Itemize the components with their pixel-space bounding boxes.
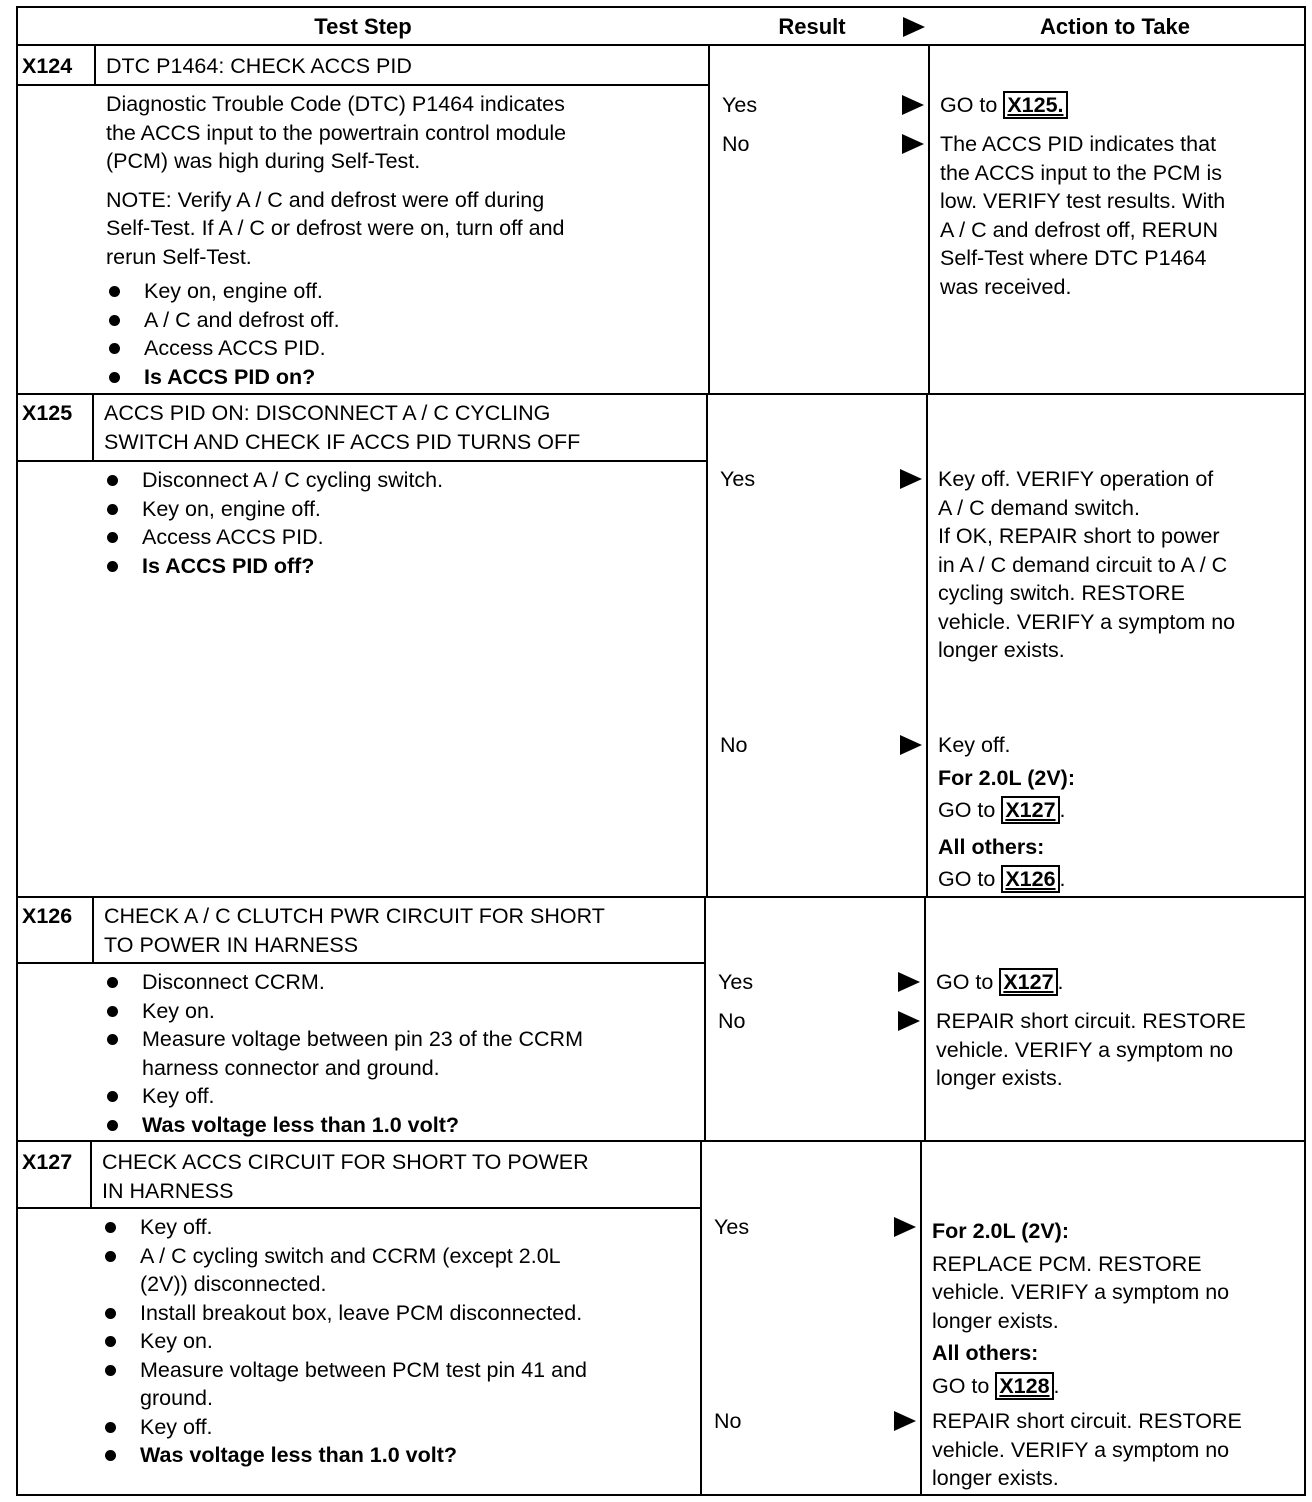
- result-arrow-icon: [898, 1011, 920, 1031]
- action-text: in A / C demand circuit to A / C: [938, 552, 1228, 577]
- step-title-underline: [16, 84, 708, 86]
- result-arrow-icon: [900, 469, 922, 489]
- result-arrow-icon: [894, 1411, 916, 1431]
- action-condition: For 2.0L (2V):: [932, 1219, 1069, 1243]
- goto-instruction: [932, 1372, 1060, 1401]
- step-instruction: A / C cycling switch and CCRM (except 2.0L: [140, 1243, 561, 1268]
- bullet-icon: [105, 1222, 116, 1233]
- header-arrow-icon: [903, 17, 925, 37]
- action-text: REPAIR short circuit. RESTORE: [932, 1409, 1242, 1433]
- result-column-border: [704, 896, 706, 1140]
- step-instruction: Key off.: [142, 1084, 215, 1108]
- goto-instruction: [936, 968, 1064, 997]
- action-column-border: [928, 46, 930, 393]
- step-instruction: (2V)) disconnected.: [140, 1272, 327, 1296]
- action-text: cycling switch. RESTORE: [938, 581, 1185, 605]
- action-text: vehicle. VERIFY a symptom no: [936, 1037, 1234, 1062]
- action-text: longer exists.: [932, 1308, 1059, 1333]
- goto-label: GO to: [940, 93, 1004, 117]
- header-divider: [16, 44, 1306, 46]
- result-no: No: [720, 733, 748, 757]
- action-text: REPLACE PCM. RESTORE: [932, 1251, 1202, 1276]
- result-column-border: [700, 1140, 702, 1496]
- result-arrow-icon: [898, 972, 920, 992]
- result-no: No: [722, 132, 750, 156]
- action-text: longer exists.: [938, 638, 1065, 662]
- goto-label: GO to: [936, 970, 1000, 994]
- step-instruction: Key on, engine off.: [142, 496, 321, 521]
- step-id-border: [92, 896, 94, 962]
- bullet-icon: [107, 1006, 118, 1017]
- bullet-icon: [107, 532, 118, 543]
- result-arrow-icon: [894, 1217, 916, 1237]
- action-text: Key off.: [938, 733, 1011, 757]
- result-yes: Yes: [722, 93, 758, 117]
- step-instruction: Measure voltage between pin 23 of the CCRM: [142, 1027, 583, 1051]
- step-instruction: Disconnect CCRM.: [142, 970, 325, 994]
- step-question: Is ACCS PID on?: [144, 364, 316, 389]
- step-title: SWITCH AND CHECK IF ACCS PID TURNS OFF: [104, 429, 581, 454]
- step-note: NOTE: Verify A / C and defrost were off during: [106, 187, 545, 212]
- header-test-step: Test Step: [314, 14, 412, 39]
- step-id: X127: [22, 1150, 73, 1174]
- row-divider: [16, 1140, 1306, 1142]
- action-text: A / C demand switch.: [938, 495, 1140, 520]
- goto-label: GO to: [932, 1373, 996, 1398]
- goto-instruction: [938, 796, 1066, 825]
- step-title-underline: [16, 1207, 700, 1209]
- step-description: Diagnostic Trouble Code (DTC) P1464 indicates: [106, 92, 565, 116]
- step-question: Was voltage less than 1.0 volt?: [140, 1443, 458, 1467]
- action-text: vehicle. VERIFY a symptom no: [938, 609, 1236, 634]
- step-instruction: Disconnect A / C cycling switch.: [142, 468, 444, 492]
- goto-step-link[interactable]: X127: [999, 968, 1057, 996]
- step-instruction: Install breakout box, leave PCM disconnected.: [140, 1300, 583, 1325]
- result-column-border: [706, 393, 708, 896]
- table-right-border: [1304, 6, 1306, 1496]
- action-text: Self-Test where DTC P1464: [940, 246, 1207, 270]
- step-description: (PCM) was high during Self-Test.: [106, 149, 421, 173]
- bullet-icon: [109, 372, 120, 383]
- step-instruction: Key off.: [140, 1414, 213, 1439]
- action-text: vehicle. VERIFY a symptom no: [932, 1280, 1230, 1304]
- goto-suffix: .: [1057, 970, 1064, 994]
- goto-instruction: [940, 91, 1068, 120]
- step-instruction: Access ACCS PID.: [142, 525, 324, 549]
- step-question: Was voltage less than 1.0 volt?: [142, 1112, 460, 1137]
- action-text: REPAIR short circuit. RESTORE: [936, 1009, 1246, 1033]
- bullet-icon: [107, 977, 118, 988]
- step-instruction: Access ACCS PID.: [144, 336, 326, 360]
- action-text: If OK, REPAIR short to power: [938, 524, 1220, 548]
- step-title: IN HARNESS: [102, 1178, 234, 1203]
- result-yes: Yes: [714, 1215, 750, 1239]
- bullet-icon: [105, 1422, 116, 1433]
- action-text: A / C and defrost off, RERUN: [940, 217, 1219, 242]
- goto-step-link[interactable]: X127: [1001, 796, 1059, 824]
- step-id-border: [94, 46, 96, 84]
- action-column-border: [926, 393, 928, 896]
- action-condition: All others:: [938, 834, 1045, 859]
- bullet-icon: [105, 1450, 116, 1461]
- step-instruction: A / C and defrost off.: [144, 307, 340, 332]
- bullet-icon: [107, 475, 118, 486]
- result-arrow-icon: [902, 95, 924, 115]
- step-id: X125: [22, 401, 73, 425]
- step-title: ACCS PID ON: DISCONNECT A / C CYCLING: [104, 401, 551, 425]
- goto-label: GO to: [938, 867, 1002, 891]
- goto-step-link[interactable]: X125.: [1003, 91, 1067, 119]
- step-title-underline: [16, 460, 706, 462]
- bullet-icon: [107, 1091, 118, 1102]
- action-condition: All others:: [932, 1341, 1039, 1365]
- table-top-border: [16, 6, 1306, 8]
- bullet-icon: [109, 286, 120, 297]
- bullet-icon: [109, 315, 120, 326]
- bullet-icon: [109, 343, 120, 354]
- goto-suffix: .: [1059, 798, 1066, 822]
- goto-step-link[interactable]: X126: [1001, 865, 1059, 893]
- step-title-underline: [16, 962, 704, 964]
- action-text: longer exists.: [932, 1466, 1059, 1490]
- action-text: was received.: [940, 274, 1072, 299]
- action-text: The ACCS PID indicates that: [940, 132, 1217, 156]
- action-condition: For 2.0L (2V):: [938, 765, 1075, 790]
- bullet-icon: [105, 1365, 116, 1376]
- result-arrow-icon: [900, 735, 922, 755]
- action-text: the ACCS input to the PCM is: [940, 160, 1223, 185]
- bullet-icon: [107, 1034, 118, 1045]
- row-divider: [16, 896, 1306, 898]
- step-instruction: ground.: [140, 1386, 213, 1410]
- step-instruction: Key on.: [140, 1329, 213, 1353]
- bullet-icon: [105, 1251, 116, 1262]
- step-instruction: harness connector and ground.: [142, 1055, 440, 1080]
- table-left-border: [16, 6, 18, 1496]
- bullet-icon: [107, 1120, 118, 1131]
- step-instruction: Key off.: [140, 1215, 213, 1239]
- goto-label: GO to: [938, 798, 1002, 822]
- step-title: DTC P1464: CHECK ACCS PID: [106, 54, 412, 78]
- step-id-border: [92, 393, 94, 460]
- step-id: X126: [22, 904, 73, 928]
- step-instruction: Key on, engine off.: [144, 279, 323, 303]
- goto-step-link[interactable]: X128: [995, 1372, 1053, 1400]
- table-bottom-border: [16, 1494, 1306, 1496]
- action-text: low. VERIFY test results. With: [940, 189, 1226, 213]
- step-note: Self-Test. If A / C or defrost were on, turn off and: [106, 216, 565, 240]
- result-yes: Yes: [720, 467, 756, 491]
- step-id-border: [90, 1140, 92, 1207]
- action-text: vehicle. VERIFY a symptom no: [932, 1437, 1230, 1462]
- action-text: Key off. VERIFY operation of: [938, 467, 1214, 491]
- step-instruction: Key on.: [142, 998, 215, 1023]
- step-title: CHECK ACCS CIRCUIT FOR SHORT TO POWER: [102, 1150, 589, 1174]
- action-column-border: [920, 1140, 922, 1496]
- bullet-icon: [107, 504, 118, 515]
- header-result: Result: [778, 14, 846, 39]
- result-no: No: [714, 1409, 742, 1433]
- bullet-icon: [107, 561, 118, 572]
- action-text: longer exists.: [936, 1066, 1063, 1090]
- step-question: Is ACCS PID off?: [142, 553, 315, 578]
- bullet-icon: [105, 1336, 116, 1347]
- step-id: X124: [22, 54, 73, 78]
- goto-suffix: .: [1059, 867, 1066, 891]
- step-instruction: Measure voltage between PCM test pin 41 and: [140, 1357, 587, 1382]
- result-no: No: [718, 1009, 746, 1033]
- goto-suffix: .: [1053, 1373, 1060, 1398]
- row-divider: [16, 393, 1306, 395]
- result-arrow-icon: [902, 134, 924, 154]
- step-note: rerun Self-Test.: [106, 244, 252, 269]
- result-yes: Yes: [718, 970, 754, 994]
- result-column-border: [708, 46, 710, 393]
- action-column-border: [924, 896, 926, 1140]
- step-description: the ACCS input to the powertrain control module: [106, 120, 567, 145]
- step-title: TO POWER IN HARNESS: [104, 932, 359, 957]
- bullet-icon: [105, 1308, 116, 1319]
- header-action: Action to Take: [1040, 14, 1190, 39]
- goto-instruction: [938, 865, 1066, 894]
- step-title: CHECK A / C CLUTCH PWR CIRCUIT FOR SHORT: [104, 904, 605, 928]
